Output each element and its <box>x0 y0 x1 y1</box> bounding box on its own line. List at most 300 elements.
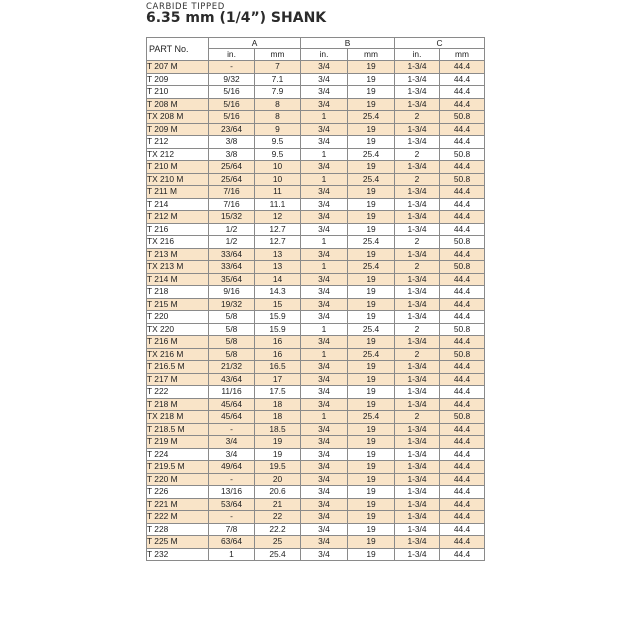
dim-cell-c-in: 2 <box>395 261 440 274</box>
dim-cell-a-in: 25/64 <box>209 173 255 186</box>
table-row <box>147 448 485 461</box>
dim-cell-b-in: 3/4 <box>301 86 348 99</box>
dim-cell-a-mm: 16 <box>255 348 301 361</box>
dim-cell-c-mm: 44.4 <box>440 511 485 524</box>
dim-cell-b-mm: 25.4 <box>348 148 395 161</box>
part-number-cell: T 214 M <box>147 273 209 286</box>
dim-cell-a-mm: 8 <box>255 111 301 124</box>
dim-cell-b-in: 1 <box>301 173 348 186</box>
dim-cell-b-mm: 19 <box>348 461 395 474</box>
table-row <box>147 123 485 136</box>
dim-cell-c-in: 1-3/4 <box>395 136 440 149</box>
dim-cell-b-mm: 19 <box>348 198 395 211</box>
dim-cell-b-in: 3/4 <box>301 98 348 111</box>
dim-cell-a-mm: 8 <box>255 98 301 111</box>
dim-cell-c-mm: 44.4 <box>440 361 485 374</box>
dim-cell-b-mm: 25.4 <box>348 173 395 186</box>
dim-cell-c-mm: 44.4 <box>440 298 485 311</box>
dim-cell-c-in: 1-3/4 <box>395 98 440 111</box>
table-row <box>147 173 485 186</box>
dim-cell-a-in: 7/16 <box>209 186 255 199</box>
dim-cell-c-mm: 50.8 <box>440 323 485 336</box>
dim-cell-c-mm: 44.4 <box>440 223 485 236</box>
dim-cell-c-mm: 44.4 <box>440 336 485 349</box>
dim-cell-b-in: 3/4 <box>301 361 348 374</box>
dim-cell-c-mm: 44.4 <box>440 61 485 74</box>
dim-cell-b-mm: 25.4 <box>348 348 395 361</box>
dim-cell-c-mm: 44.4 <box>440 273 485 286</box>
dim-cell-b-in: 3/4 <box>301 498 348 511</box>
dim-cell-a-in: 1 <box>209 548 255 561</box>
part-number-cell: T 222 M <box>147 511 209 524</box>
dim-cell-a-in: 9/32 <box>209 73 255 86</box>
dim-cell-b-in: 3/4 <box>301 386 348 399</box>
dim-cell-a-mm: 13 <box>255 261 301 274</box>
dim-cell-c-mm: 44.4 <box>440 473 485 486</box>
table-row <box>147 486 485 499</box>
part-number-cell: T 214 <box>147 198 209 211</box>
dim-cell-c-mm: 50.8 <box>440 111 485 124</box>
dim-cell-c-in: 2 <box>395 111 440 124</box>
dim-cell-b-mm: 19 <box>348 361 395 374</box>
table-row <box>147 148 485 161</box>
part-number-cell: TX 213 M <box>147 261 209 274</box>
dim-cell-b-mm: 25.4 <box>348 261 395 274</box>
dim-cell-c-mm: 44.4 <box>440 536 485 549</box>
dim-cell-c-mm: 44.4 <box>440 436 485 449</box>
table-row <box>147 373 485 386</box>
dim-cell-b-mm: 25.4 <box>348 411 395 424</box>
dim-cell-b-in: 1 <box>301 411 348 424</box>
dim-cell-c-in: 2 <box>395 148 440 161</box>
part-number-cell: T 228 <box>147 523 209 536</box>
part-number-cell: T 218.5 M <box>147 423 209 436</box>
dim-cell-c-in: 1-3/4 <box>395 123 440 136</box>
table-row <box>147 473 485 486</box>
dim-cell-b-in: 1 <box>301 148 348 161</box>
dim-cell-a-mm: 18 <box>255 398 301 411</box>
dim-cell-c-mm: 44.4 <box>440 98 485 111</box>
table-row <box>147 348 485 361</box>
dim-cell-c-in: 1-3/4 <box>395 211 440 224</box>
dim-cell-c-in: 1-3/4 <box>395 448 440 461</box>
dim-cell-b-mm: 19 <box>348 473 395 486</box>
dim-cell-a-in: 5/8 <box>209 311 255 324</box>
dim-cell-b-mm: 19 <box>348 223 395 236</box>
dim-cell-c-mm: 44.4 <box>440 548 485 561</box>
dim-cell-b-mm: 25.4 <box>348 111 395 124</box>
dim-cell-b-in: 3/4 <box>301 298 348 311</box>
unit-header-b-in: in. <box>301 49 348 61</box>
dim-cell-a-mm: 25 <box>255 536 301 549</box>
part-number-cell: TX 210 M <box>147 173 209 186</box>
dim-cell-c-in: 1-3/4 <box>395 423 440 436</box>
table-row <box>147 136 485 149</box>
dim-cell-c-mm: 44.4 <box>440 423 485 436</box>
dim-cell-c-in: 2 <box>395 323 440 336</box>
dim-cell-a-mm: 7 <box>255 61 301 74</box>
dim-cell-b-in: 3/4 <box>301 548 348 561</box>
dim-cell-a-mm: 16.5 <box>255 361 301 374</box>
dim-cell-a-mm: 10 <box>255 161 301 174</box>
part-number-cell: T 216 <box>147 223 209 236</box>
dim-cell-a-mm: 14 <box>255 273 301 286</box>
dim-cell-b-in: 3/4 <box>301 73 348 86</box>
dim-cell-c-in: 1-3/4 <box>395 161 440 174</box>
unit-header-a-in: in. <box>209 49 255 61</box>
dim-cell-b-in: 3/4 <box>301 136 348 149</box>
parts-table-body <box>147 61 485 561</box>
dim-cell-c-in: 1-3/4 <box>395 361 440 374</box>
dim-cell-c-mm: 44.4 <box>440 486 485 499</box>
dim-cell-a-in: - <box>209 511 255 524</box>
dim-cell-c-in: 1-3/4 <box>395 373 440 386</box>
dim-cell-c-in: 1-3/4 <box>395 536 440 549</box>
dim-cell-b-in: 3/4 <box>301 486 348 499</box>
part-number-cell: TX 208 M <box>147 111 209 124</box>
part-number-cell: T 217 M <box>147 373 209 386</box>
dim-cell-b-in: 3/4 <box>301 473 348 486</box>
part-number-cell: TX 220 <box>147 323 209 336</box>
dim-cell-c-mm: 44.4 <box>440 86 485 99</box>
dim-cell-c-in: 1-3/4 <box>395 286 440 299</box>
dim-cell-c-in: 1-3/4 <box>395 498 440 511</box>
dim-cell-c-in: 1-3/4 <box>395 186 440 199</box>
part-number-cell: T 212 M <box>147 211 209 224</box>
dim-cell-b-mm: 19 <box>348 448 395 461</box>
dim-cell-a-mm: 16 <box>255 336 301 349</box>
dim-cell-b-in: 1 <box>301 348 348 361</box>
dim-cell-a-in: 49/64 <box>209 461 255 474</box>
dim-cell-a-in: 5/8 <box>209 336 255 349</box>
dim-cell-a-mm: 17.5 <box>255 386 301 399</box>
dim-cell-a-in: 33/64 <box>209 248 255 261</box>
dim-cell-a-mm: 14.3 <box>255 286 301 299</box>
dim-cell-c-in: 1-3/4 <box>395 223 440 236</box>
dim-cell-a-mm: 18 <box>255 411 301 424</box>
group-header-b: B <box>301 38 395 49</box>
part-number-cell: T 211 M <box>147 186 209 199</box>
table-row <box>147 498 485 511</box>
table-row <box>147 161 485 174</box>
dim-cell-a-in: 19/32 <box>209 298 255 311</box>
part-number-cell: T 226 <box>147 486 209 499</box>
part-number-cell: T 212 <box>147 136 209 149</box>
dim-cell-c-mm: 44.4 <box>440 248 485 261</box>
dim-cell-c-mm: 50.8 <box>440 411 485 424</box>
dim-cell-a-mm: 21 <box>255 498 301 511</box>
dim-cell-b-in: 1 <box>301 111 348 124</box>
dim-cell-a-mm: 15 <box>255 298 301 311</box>
dim-cell-a-mm: 20.6 <box>255 486 301 499</box>
dim-cell-b-mm: 19 <box>348 523 395 536</box>
table-row <box>147 273 485 286</box>
parts-table <box>146 37 485 561</box>
dim-cell-b-in: 3/4 <box>301 398 348 411</box>
dim-cell-b-in: 3/4 <box>301 336 348 349</box>
part-number-cell: T 218 M <box>147 398 209 411</box>
dim-cell-a-mm: 19 <box>255 436 301 449</box>
table-row <box>147 548 485 561</box>
dim-cell-c-in: 1-3/4 <box>395 523 440 536</box>
part-number-cell: T 222 <box>147 386 209 399</box>
dim-cell-a-in: 11/16 <box>209 386 255 399</box>
dim-cell-b-in: 3/4 <box>301 161 348 174</box>
dim-cell-b-mm: 19 <box>348 211 395 224</box>
table-row <box>147 61 485 74</box>
dim-cell-a-in: 45/64 <box>209 398 255 411</box>
dim-cell-b-mm: 19 <box>348 398 395 411</box>
dim-cell-a-mm: 20 <box>255 473 301 486</box>
table-row <box>147 423 485 436</box>
dim-cell-a-mm: 18.5 <box>255 423 301 436</box>
dim-cell-b-mm: 19 <box>348 61 395 74</box>
dim-cell-b-in: 3/4 <box>301 198 348 211</box>
dim-cell-c-mm: 50.8 <box>440 236 485 249</box>
dim-cell-c-in: 1-3/4 <box>395 198 440 211</box>
dim-cell-b-in: 3/4 <box>301 211 348 224</box>
dim-cell-a-in: 35/64 <box>209 273 255 286</box>
dim-cell-a-in: 13/16 <box>209 486 255 499</box>
dim-cell-c-mm: 44.4 <box>440 373 485 386</box>
dim-cell-b-mm: 19 <box>348 248 395 261</box>
table-row <box>147 411 485 424</box>
dim-cell-a-in: 25/64 <box>209 161 255 174</box>
dim-cell-b-in: 3/4 <box>301 436 348 449</box>
dim-cell-c-mm: 44.4 <box>440 311 485 324</box>
dim-cell-a-mm: 15.9 <box>255 311 301 324</box>
dim-cell-a-mm: 19.5 <box>255 461 301 474</box>
dim-cell-b-in: 1 <box>301 261 348 274</box>
dim-cell-b-in: 3/4 <box>301 461 348 474</box>
dim-cell-b-mm: 19 <box>348 536 395 549</box>
dim-cell-a-mm: 22.2 <box>255 523 301 536</box>
table-row <box>147 536 485 549</box>
part-number-cell: T 232 <box>147 548 209 561</box>
dim-cell-a-in: 5/16 <box>209 98 255 111</box>
dim-cell-a-in: 9/16 <box>209 286 255 299</box>
dim-cell-c-mm: 44.4 <box>440 161 485 174</box>
dim-cell-a-mm: 15.9 <box>255 323 301 336</box>
table-row <box>147 398 485 411</box>
dim-cell-a-mm: 9.5 <box>255 136 301 149</box>
dim-cell-a-mm: 9 <box>255 123 301 136</box>
dim-cell-c-mm: 44.4 <box>440 523 485 536</box>
dim-cell-a-in: 5/16 <box>209 86 255 99</box>
dim-cell-b-in: 3/4 <box>301 373 348 386</box>
dim-cell-c-mm: 50.8 <box>440 261 485 274</box>
dim-cell-b-mm: 19 <box>348 311 395 324</box>
dim-cell-c-mm: 44.4 <box>440 123 485 136</box>
dim-cell-a-in: - <box>209 473 255 486</box>
part-number-cell: T 210 <box>147 86 209 99</box>
part-number-cell: T 219 M <box>147 436 209 449</box>
table-row <box>147 198 485 211</box>
dim-cell-b-in: 3/4 <box>301 61 348 74</box>
dim-cell-b-mm: 19 <box>348 186 395 199</box>
dim-cell-c-mm: 44.4 <box>440 398 485 411</box>
dim-cell-c-in: 1-3/4 <box>395 386 440 399</box>
table-row <box>147 436 485 449</box>
part-number-cell: T 220 <box>147 311 209 324</box>
dim-cell-a-mm: 11.1 <box>255 198 301 211</box>
dim-cell-a-in: 33/64 <box>209 261 255 274</box>
dim-cell-c-mm: 44.4 <box>440 448 485 461</box>
dim-cell-b-in: 3/4 <box>301 536 348 549</box>
part-number-cell: T 219.5 M <box>147 461 209 474</box>
dim-cell-a-in: 45/64 <box>209 411 255 424</box>
table-row <box>147 86 485 99</box>
dim-cell-b-in: 3/4 <box>301 311 348 324</box>
unit-header-b-mm: mm <box>348 49 395 61</box>
dim-cell-c-in: 1-3/4 <box>395 86 440 99</box>
dim-cell-c-in: 1-3/4 <box>395 336 440 349</box>
dim-cell-c-in: 2 <box>395 173 440 186</box>
dim-cell-c-in: 2 <box>395 348 440 361</box>
dim-cell-a-mm: 17 <box>255 373 301 386</box>
unit-header-a-mm: mm <box>255 49 301 61</box>
dim-cell-c-in: 1-3/4 <box>395 486 440 499</box>
dim-cell-a-in: 3/4 <box>209 436 255 449</box>
dim-cell-a-mm: 25.4 <box>255 548 301 561</box>
part-number-cell: T 225 M <box>147 536 209 549</box>
dim-cell-b-mm: 19 <box>348 498 395 511</box>
part-number-cell: T 216 M <box>147 336 209 349</box>
dim-cell-c-in: 2 <box>395 236 440 249</box>
dim-cell-b-in: 3/4 <box>301 248 348 261</box>
dim-cell-c-mm: 44.4 <box>440 73 485 86</box>
dim-cell-a-in: 43/64 <box>209 373 255 386</box>
dim-cell-a-in: 7/16 <box>209 198 255 211</box>
dim-cell-b-mm: 19 <box>348 511 395 524</box>
dim-cell-b-in: 3/4 <box>301 273 348 286</box>
dim-cell-b-mm: 19 <box>348 161 395 174</box>
dim-cell-a-in: 21/32 <box>209 361 255 374</box>
dim-cell-a-in: 3/8 <box>209 148 255 161</box>
dim-cell-a-in: 5/8 <box>209 323 255 336</box>
dim-cell-c-in: 1-3/4 <box>395 273 440 286</box>
dim-cell-a-mm: 7.1 <box>255 73 301 86</box>
part-number-cell: TX 216 M <box>147 348 209 361</box>
dim-cell-c-in: 2 <box>395 411 440 424</box>
table-row <box>147 248 485 261</box>
dim-cell-b-mm: 19 <box>348 273 395 286</box>
dim-cell-a-in: 63/64 <box>209 536 255 549</box>
dim-cell-b-in: 3/4 <box>301 223 348 236</box>
dim-cell-c-in: 1-3/4 <box>395 398 440 411</box>
table-row <box>147 523 485 536</box>
dim-cell-a-mm: 22 <box>255 511 301 524</box>
dim-cell-a-in: 5/16 <box>209 111 255 124</box>
dim-cell-c-in: 1-3/4 <box>395 61 440 74</box>
dim-cell-a-in: 53/64 <box>209 498 255 511</box>
dim-cell-b-in: 3/4 <box>301 186 348 199</box>
dim-cell-b-mm: 19 <box>348 336 395 349</box>
dim-cell-c-mm: 50.8 <box>440 148 485 161</box>
part-number-cell: T 207 M <box>147 61 209 74</box>
dim-cell-b-in: 3/4 <box>301 511 348 524</box>
part-number-cell: TX 212 <box>147 148 209 161</box>
dim-cell-c-mm: 44.4 <box>440 386 485 399</box>
dim-cell-b-in: 3/4 <box>301 123 348 136</box>
dim-cell-b-in: 1 <box>301 323 348 336</box>
part-number-cell: TX 216 <box>147 236 209 249</box>
table-row <box>147 511 485 524</box>
dim-cell-a-mm: 12.7 <box>255 223 301 236</box>
table-row <box>147 323 485 336</box>
part-number-cell: T 221 M <box>147 498 209 511</box>
dim-cell-b-mm: 19 <box>348 73 395 86</box>
table-row <box>147 286 485 299</box>
dim-cell-b-mm: 19 <box>348 548 395 561</box>
dim-cell-a-in: 3/4 <box>209 448 255 461</box>
dim-cell-c-in: 1-3/4 <box>395 548 440 561</box>
table-row <box>147 261 485 274</box>
section-subtitle: CARBIDE TIPPED <box>146 2 225 12</box>
table-row <box>147 223 485 236</box>
dim-cell-a-in: 1/2 <box>209 223 255 236</box>
dim-cell-a-in: 1/2 <box>209 236 255 249</box>
table-row <box>147 211 485 224</box>
dim-cell-c-in: 1-3/4 <box>395 436 440 449</box>
dim-cell-b-in: 3/4 <box>301 286 348 299</box>
dim-cell-a-in: - <box>209 423 255 436</box>
dim-cell-b-in: 3/4 <box>301 448 348 461</box>
group-header-c: C <box>395 38 485 49</box>
part-number-cell: T 215 M <box>147 298 209 311</box>
dim-cell-b-mm: 19 <box>348 298 395 311</box>
table-row <box>147 236 485 249</box>
dim-cell-c-mm: 44.4 <box>440 186 485 199</box>
part-number-cell: T 218 <box>147 286 209 299</box>
part-number-cell: T 216.5 M <box>147 361 209 374</box>
dim-cell-b-in: 3/4 <box>301 423 348 436</box>
table-row <box>147 111 485 124</box>
dim-cell-b-mm: 19 <box>348 86 395 99</box>
dim-cell-c-in: 1-3/4 <box>395 511 440 524</box>
dim-cell-c-in: 1-3/4 <box>395 473 440 486</box>
dim-cell-c-in: 1-3/4 <box>395 311 440 324</box>
dim-cell-a-in: 3/8 <box>209 136 255 149</box>
dim-cell-a-mm: 9.5 <box>255 148 301 161</box>
dim-cell-b-mm: 19 <box>348 486 395 499</box>
dim-cell-a-mm: 12 <box>255 211 301 224</box>
dim-cell-b-mm: 19 <box>348 286 395 299</box>
part-number-cell: TX 218 M <box>147 411 209 424</box>
part-number-cell: T 208 M <box>147 98 209 111</box>
dim-cell-c-in: 1-3/4 <box>395 73 440 86</box>
dim-cell-b-mm: 19 <box>348 423 395 436</box>
dim-cell-c-mm: 44.4 <box>440 198 485 211</box>
part-number-cell: T 213 M <box>147 248 209 261</box>
dim-cell-a-mm: 12.7 <box>255 236 301 249</box>
dim-cell-c-mm: 50.8 <box>440 173 485 186</box>
dim-cell-a-mm: 11 <box>255 186 301 199</box>
dim-cell-a-mm: 10 <box>255 173 301 186</box>
dim-cell-c-in: 1-3/4 <box>395 248 440 261</box>
part-number-cell: T 209 <box>147 73 209 86</box>
dim-cell-b-mm: 19 <box>348 373 395 386</box>
table-row <box>147 336 485 349</box>
table-row <box>147 98 485 111</box>
part-number-cell: T 209 M <box>147 123 209 136</box>
table-row <box>147 73 485 86</box>
dim-cell-b-mm: 25.4 <box>348 323 395 336</box>
table-row <box>147 361 485 374</box>
dim-cell-c-mm: 50.8 <box>440 348 485 361</box>
dim-cell-c-mm: 44.4 <box>440 286 485 299</box>
dim-cell-a-mm: 19 <box>255 448 301 461</box>
